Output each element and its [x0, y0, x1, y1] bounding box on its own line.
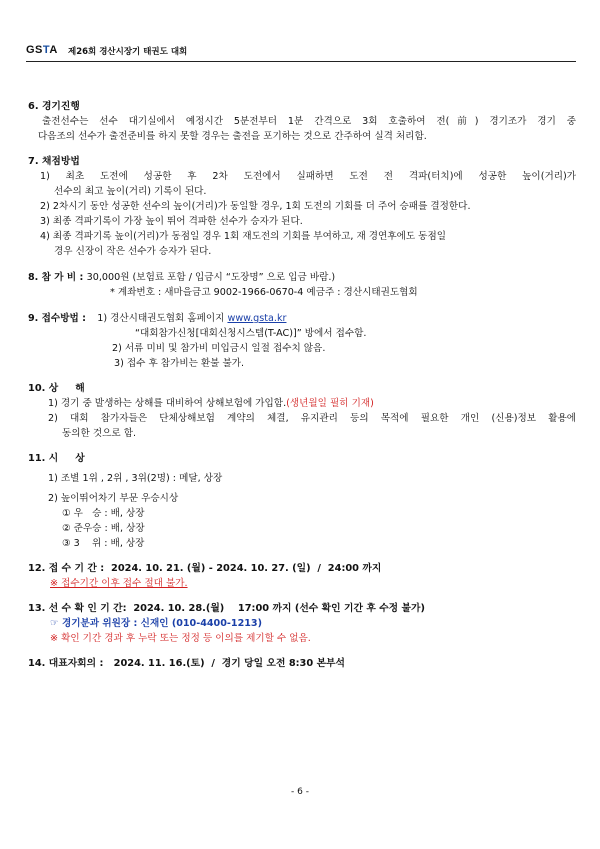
- confirm-note: ※ 확인 기간 경과 후 누락 또는 정정 등 이의를 제기할 수 없음.: [50, 633, 311, 644]
- section-7-item: 경우 신장이 작은 선수가 승자가 된다.: [54, 246, 212, 257]
- section-13-heading: 13. 선 수 확 인 기 간: 2024. 10. 28.(월) 17:00 까지 (선수 확인 기간 후 수정 불가): [28, 603, 425, 614]
- header-rule: [26, 61, 576, 62]
- section-6-heading: 6. 경기진행: [28, 101, 80, 112]
- section-7-heading: 7. 채점방법: [28, 156, 80, 167]
- section-9-item: 3) 접수 후 참가비는 환불 불가.: [114, 358, 245, 369]
- document-body: [28, 100, 576, 671]
- section-8-heading: 8. 참 가 비 :: [28, 272, 87, 283]
- gsta-logo: GSTA: [26, 44, 58, 56]
- section-11-item: 2) 높이뛰어차기 부문 우승시상: [48, 493, 179, 504]
- section-9-item: “대회참가신청[대회신청시스템(T-AC)]” 방에서 접수함.: [135, 328, 367, 339]
- section-9-heading: 9. 접수방법 :: [28, 313, 90, 324]
- fee-text: 30,000원 (보험료 포함 / 입금시 “도장명” 으로 입금 바람.): [86, 272, 336, 283]
- account-info: * 계좌번호 : 새마을금고 9002-1966-0670-4 예금주 : 경산시태권도협회: [110, 287, 418, 298]
- section-11-item: ① 우 승 : 배, 상장: [62, 508, 145, 519]
- deadline-note: ※ 접수기간 이후 접수 절대 불가.: [50, 578, 188, 589]
- birthdate-note: (생년월일 필히 기재): [286, 398, 374, 409]
- section-11-item: ③ 3 위 : 배, 상장: [62, 538, 145, 549]
- section-9-item: 2) 서류 미비 및 참가비 미입금시 일절 접수치 않음.: [112, 343, 326, 354]
- section-14-heading: 14. 대표자회의 : 2024. 11. 16.(토) / 경기 당일 오전 8:30 본부석: [28, 658, 345, 669]
- homepage-link[interactable]: www.gsta.kr: [227, 313, 287, 324]
- section-11-item: 1) 조별 1위 , 2위 , 3위(2명) : 메달, 상장: [48, 473, 223, 484]
- section-11-heading: 11. 시 상: [28, 453, 85, 464]
- header-title: 제26회 경산시장기 태권도 대회: [68, 47, 188, 57]
- section-10-item: 1) 경기 중 발생하는 상해를 대비하여 상해보험에 가입함.: [48, 398, 287, 409]
- page-number: - 6 -: [291, 787, 309, 797]
- section-6-line: 다음조의 선수가 출전준비를 하지 못할 경우는 출전을 포기하는 것으로 간주하여 실격 처리함.: [38, 131, 427, 142]
- section-7-item: 3) 최종 격파기록이 가장 높이 뛰어 격파한 선수가 승자가 된다.: [40, 216, 303, 227]
- section-6-line: 출전선수는 선수 대기실에서 예정시간 5분전부터 1분 간격으로 3회 호출하여 전(前) 경기조가 경기 중: [42, 116, 576, 127]
- section-7-item: 2) 2차시기 동안 성공한 선수의 높이(거리)가 동일할 경우, 1회 도전의 기회를 더 주어 승패를 결정한다.: [40, 201, 471, 212]
- section-11-item: ② 준우승 : 배, 상장: [62, 523, 145, 534]
- section-10-heading: 10. 상 해: [28, 383, 85, 394]
- section-7-item: 4) 최종 격파기록 높이(거리)가 동점일 경우 1회 재도전의 기회를 부여하고, 재 경연후에도 동점일: [40, 231, 446, 242]
- section-12-heading: 12. 접 수 기 간 : 2024. 10. 21. (월) - 2024. 10. 27. (일) / 24:00 까지: [28, 563, 382, 574]
- section-9-item: 1) 경산시태권도협회 홈페이지: [97, 313, 228, 324]
- contact-info: ☞ 경기분과 위원장 : 신재인 (010-4400-1213): [50, 618, 262, 629]
- section-10-item: 동의한 것으로 함.: [62, 428, 137, 439]
- section-10-item: 2) 대회 참가자들은 단체상해보험 계약의 체결, 유지관리 등의 목적에 필요한 개인 (신용)정보 활용에: [48, 413, 576, 424]
- page-header: [26, 44, 576, 58]
- section-7-item: 선수의 최고 높이(거리) 기록이 된다.: [54, 186, 207, 197]
- section-7-item: 1) 최초 도전에 성공한 후 2차 도전에서 실패하면 도전 전 격파(터치)에 성공한 높이(거리)가: [40, 171, 576, 182]
